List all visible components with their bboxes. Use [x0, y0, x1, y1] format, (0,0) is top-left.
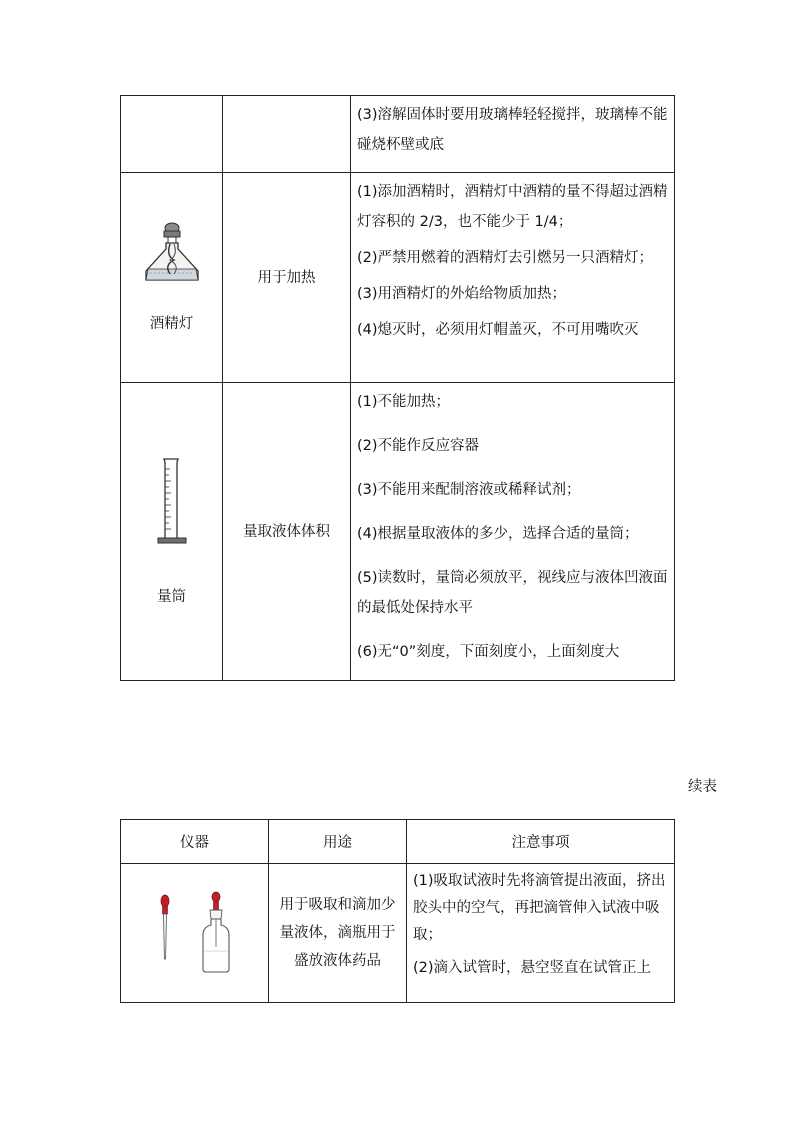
header-instrument: 仪器: [121, 820, 269, 864]
instrument-name: 酒精灯: [149, 316, 194, 332]
note-text: (5)读数时，量筒必须放平，视线应与液体凹液面的最低处保持水平: [357, 570, 668, 616]
notes-cell: [407, 864, 675, 1003]
graduated-cylinder-image: [152, 457, 192, 545]
dropper-and-dropping-bottle-image: [145, 891, 245, 975]
instrument-cell-dropper: [121, 864, 269, 1003]
note-text: (2)滴入试管时，悬空竖直在试管正上: [413, 960, 652, 976]
instrument-name: 量筒: [157, 589, 186, 605]
note-text: (2)不能作反应容器: [357, 438, 480, 454]
instrument-cell-graduated-cylinder: [121, 383, 223, 681]
note-text: (2)严禁用燃着的酒精灯去引燃另一只酒精灯；: [357, 250, 654, 266]
note-text: (1)吸取试液时先将滴管提出液面，挤出胶头中的空气，再把滴管伸入试液中吸取；: [413, 873, 666, 943]
header-notes: 注意事项: [407, 820, 675, 864]
note-text: (6)无“0”刻度，下面刻度小，上面刻度大: [357, 644, 620, 660]
notes-cell: [351, 96, 675, 173]
table-header-row: [121, 820, 675, 864]
instrument-table-top: [120, 95, 675, 681]
table-row: [121, 173, 675, 383]
table-row: [121, 864, 675, 1003]
continued-label: 续表: [688, 779, 717, 795]
instrument-table-continued: [120, 819, 675, 1003]
note-text: (3)用酒精灯的外焰给物质加热；: [357, 286, 567, 302]
table-row: [121, 96, 675, 173]
notes-cell: [351, 383, 675, 681]
alcohol-lamp-image: [142, 222, 202, 286]
note-text: (4)熄灭时，必须用灯帽盖灭，不可用嘴吹灭: [357, 322, 639, 338]
header-purpose: 用途: [269, 820, 407, 864]
purpose-cell: 用于吸取和滴加少量液体，滴瓶用于盛放液体药品: [269, 864, 407, 1003]
purpose-cell: 用于加热: [223, 173, 351, 383]
purpose-cell: 量取液体体积: [223, 383, 351, 681]
notes-cell: [351, 173, 675, 383]
note-text: (3)不能用来配制溶液或稀释试剂；: [357, 482, 581, 498]
purpose-cell-empty: [223, 96, 351, 173]
instrument-cell-alcohol-lamp: [121, 173, 223, 383]
note-text: (3)溶解固体时要用玻璃棒轻轻搅拌，玻璃棒不能碰烧杯壁或底: [357, 107, 668, 153]
instrument-cell-empty: [121, 96, 223, 173]
note-text: (4)根据量取液体的多少，选择合适的量筒；: [357, 526, 639, 542]
note-text: (1)添加酒精时，酒精灯中酒精的量不得超过酒精灯容积的 2/3，也不能少于 1/4；: [357, 184, 668, 230]
note-text: (1)不能加热；: [357, 394, 451, 410]
table-row: [121, 383, 675, 681]
